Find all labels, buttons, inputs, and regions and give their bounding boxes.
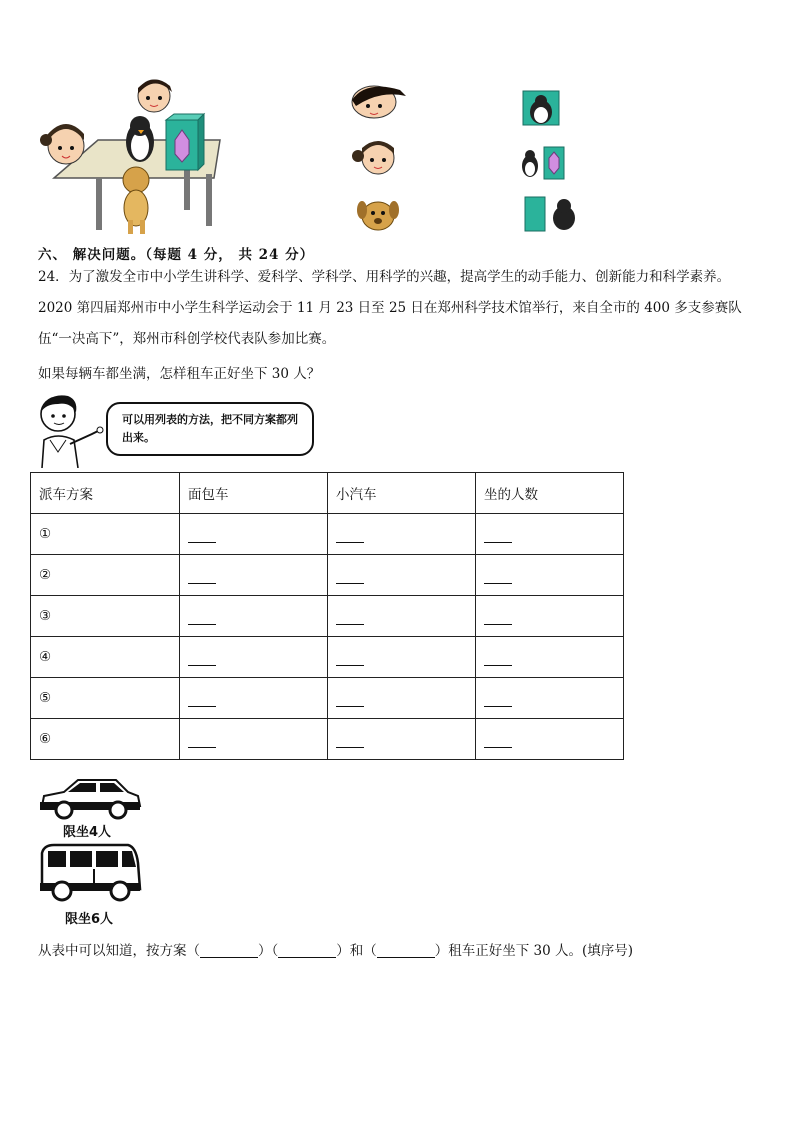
people-cell[interactable] (476, 719, 624, 760)
bread-van-cell[interactable] (180, 678, 328, 719)
plan-number: ⑤ (31, 678, 180, 719)
section-title: 六、 解决问题。（每题 4 分， 共 24 分） (38, 247, 315, 263)
table-header-row (31, 473, 624, 514)
answer-blank[interactable] (188, 569, 216, 584)
penguin-box-side-view-icon (518, 146, 566, 180)
table-row (31, 678, 624, 719)
plan-number: ④ (31, 637, 180, 678)
question-ask: 如果每辆车都坐满，怎样租车正好坐下 30 人？ (38, 366, 321, 382)
car-capacity-label: 限坐4人 (63, 825, 112, 840)
table-header-cell: 面包车 (180, 473, 328, 514)
answer-blank[interactable] (188, 528, 216, 543)
table-row (31, 637, 624, 678)
table-row (31, 596, 624, 637)
table-header-cell: 小汽车 (328, 473, 476, 514)
girl-head-icon (350, 138, 404, 176)
answer-blank[interactable] (188, 733, 216, 748)
answer-text: ）和（ (336, 943, 377, 959)
table-header-cell: 坐的人数 (476, 473, 624, 514)
car-cell[interactable] (328, 555, 476, 596)
scene-illustration (36, 78, 226, 236)
people-cell[interactable] (476, 678, 624, 719)
answer-blank[interactable] (484, 651, 512, 666)
table-row (31, 514, 624, 555)
car-cell[interactable] (328, 514, 476, 555)
people-cell[interactable] (476, 514, 624, 555)
bread-van-cell[interactable] (180, 719, 328, 760)
answer-blank[interactable] (336, 692, 364, 707)
plan-number: ① (31, 514, 180, 555)
bread-van-cell[interactable] (180, 596, 328, 637)
car-icon (38, 776, 142, 820)
answer-blank[interactable] (336, 569, 364, 584)
answer-text: ）（ (258, 943, 279, 959)
answer-blank[interactable] (188, 651, 216, 666)
penguin-front-view-icon (522, 90, 560, 126)
plan-table (30, 472, 624, 760)
answer-blank[interactable] (336, 733, 364, 748)
table-header-cell: 派车方案 (31, 473, 180, 514)
answer-text: ）租车正好坐下 30 人。(填序号) (434, 943, 634, 959)
boy-head-icon (346, 82, 408, 120)
people-cell[interactable] (476, 637, 624, 678)
answer-blank[interactable] (336, 651, 364, 666)
car-cell[interactable] (328, 719, 476, 760)
answer-blank[interactable] (484, 733, 512, 748)
dog-head-icon (356, 196, 400, 232)
car-cell[interactable] (328, 637, 476, 678)
question-paragraph: 24．为了激发全市中小学生讲科学、爱科学、学科学、用科学的兴趣，提高学生的动手能力、创新能力和科学素养。2020 第四届郑州市中小学生科学运动会于 11 月 23 日至 25 日在郑州科学技术馆举行，来自全市的 400 多支参赛队伍“一决高下”，郑州市科创学校代表队参加比赛。 (38, 269, 742, 347)
answer-blank[interactable] (336, 610, 364, 625)
bread-van-cell[interactable] (180, 637, 328, 678)
table-row (31, 719, 624, 760)
answer-text: 从表中可以知道，按方案（ (38, 943, 200, 959)
boy-pointing-illustration (34, 392, 106, 468)
answer-blank[interactable] (188, 692, 216, 707)
box-penguin-back-view-icon (524, 196, 580, 232)
van-capacity-label: 限坐6人 (65, 912, 114, 927)
car-cell[interactable] (328, 678, 476, 719)
van-icon (38, 843, 142, 903)
answer-blank[interactable] (484, 692, 512, 707)
answer-blank[interactable] (484, 610, 512, 625)
answer-blank[interactable] (188, 610, 216, 625)
plan-number: ② (31, 555, 180, 596)
table-row (31, 555, 624, 596)
people-cell[interactable] (476, 596, 624, 637)
bread-van-cell[interactable] (180, 555, 328, 596)
answer-blank[interactable] (484, 528, 512, 543)
bread-van-cell[interactable] (180, 514, 328, 555)
answer-blank-2[interactable] (278, 945, 336, 958)
car-cell[interactable] (328, 596, 476, 637)
answer-line (38, 939, 633, 959)
answer-blank-1[interactable] (200, 945, 258, 958)
people-cell[interactable] (476, 555, 624, 596)
answer-blank[interactable] (484, 569, 512, 584)
plan-number: ⑥ (31, 719, 180, 760)
answer-blank[interactable] (336, 528, 364, 543)
answer-blank-3[interactable] (377, 945, 435, 958)
speech-bubble: 可以用列表的方法，把不同方案都列出来。 (106, 402, 314, 456)
plan-number: ③ (31, 596, 180, 637)
